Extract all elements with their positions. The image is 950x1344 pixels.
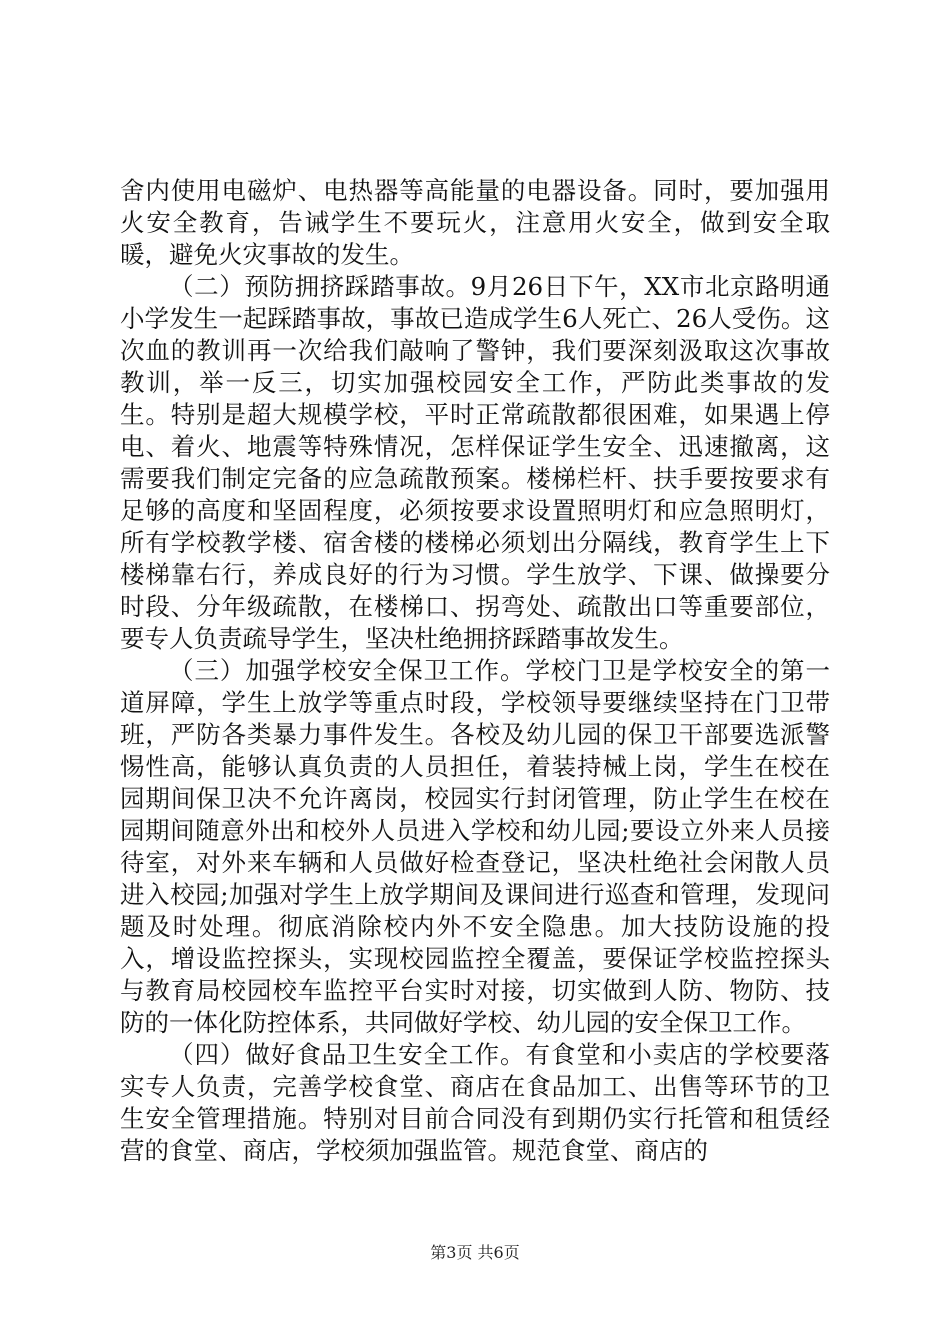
page-footer: 第3页 共6页 xyxy=(430,1243,520,1262)
document-body xyxy=(120,175,830,1167)
paragraph-fire-safety: 舍内使用电磁炉、电热器等高能量的电器设备。同时，要加强用火安全教育，告诫学生不要玩火，注意用火安全，做到安全取暖，避免火灾事故的发生。 xyxy=(120,176,830,269)
paragraph-stampede-prevention: （二）预防拥挤踩踏事故。9月26日下午，XX市北京路明通小学发生一起踩踏事故，事故已造成学生6人死亡、26人受伤。这次血的教训再一次给我们敲响了警钟，我们要深刻汲取这次事故教训，举一反三，切实加强校园安全工作，严防此类事故的发生。特别是超大规模学校，平时正常疏散都很困难，如果遇上停电、着火、地震等特殊情况，怎样保证学生安全、迅速撤离，这需要我们制定完备的应急疏散预案。楼梯栏杆、扶手要按要求有足够的高度和坚固程度，必须按要求设置照明灯和应急照明灯，所有学校教学楼、宿舍楼的楼梯必须划出分隔线，教育学生上下楼梯靠右行，养成良好的行为习惯。学生放学、下课、做操要分时段、分年级疏散，在楼梯口、拐弯处、疏散出口等重要部位，要专人负责疏导学生，坚决杜绝拥挤踩踏事故发生。 xyxy=(120,272,830,653)
paragraph-security-work: （三）加强学校安全保卫工作。学校门卫是学校安全的第一道屏障，学生上放学等重点时段，学校领导要继续坚持在门卫带班，严防各类暴力事件发生。各校及幼儿园的保卫干部要选派警惕性高，能够认真负责的人员担任，着装持械上岗，学生在校在园期间保卫决不允许离岗，校园实行封闭管理，防止学生在校在园期间随意外出和校外人员进入学校和幼儿园;要设立外来人员接待室，对外来车辆和人员做好检查登记，坚决杜绝社会闲散人员进入校园;加强对学生上放学期间及课间进行巡查和管理，发现问题及时处理。彻底消除校内外不安全隐患。加大技防设施的投入，增设监控探头，实现校园监控全覆盖，要保证学校监控探头与教育局校园校车监控平台实时对接，切实做到人防、物防、技防的一体化防控体系，共同做好学校、幼儿园的安全保卫工作。 xyxy=(120,656,830,1037)
paragraph-food-safety: （四）做好食品卫生安全工作。有食堂和小卖店的学校要落实专人负责，完善学校食堂、商店在食品加工、出售等环节的卫生安全管理措施。特别对目前合同没有到期仍实行托管和租赁经营的食堂、商店，学校须加强监管。规范食堂、商店的 xyxy=(120,1040,830,1165)
